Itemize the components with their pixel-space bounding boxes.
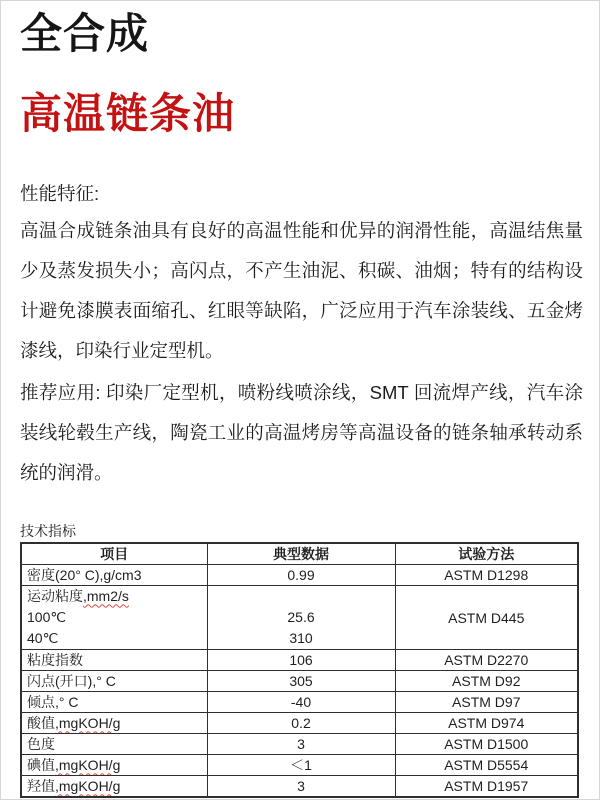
viscosity-40c-value: 310 [289,630,313,647]
spec-item-cell: 倾点,° C [21,692,207,713]
spec-table [20,542,579,798]
spec-item-cell: 密度(20° C),g/cm3 [21,565,207,586]
spec-method-cell: ASTM D2270 [395,650,578,671]
viscosity-40c-label: 40℃ [27,630,59,647]
spellcheck-underline: ,mgKOH/g [55,715,121,732]
spec-item-cell: 粘度指数 [21,650,207,671]
spec-item-cell: 色度 [21,734,207,755]
spec-method-cell: ASTM D974 [395,713,578,734]
header-test-method: 试验方法 [395,543,578,565]
viscosity-100c-value: 25.6 [287,609,315,626]
table-row-density [21,565,578,586]
spec-method-cell: ASTM D97 [395,692,578,713]
product-title-line1: 全合成 [20,10,150,57]
spec-method-cell: ASTM D1298 [395,565,578,586]
product-title-line2: 高温链条油 [20,90,236,138]
spec-value-cell [207,586,395,650]
spec-item-cell: 碘值,mgKOH/g [21,755,207,776]
spec-value-cell: -40 [207,692,395,713]
spec-value-cell: 0.2 [207,713,395,734]
table-row-iodine-value [21,755,578,776]
performance-paragraph: 高温合成链条油具有良好的高温性能和优异的润滑性能，高温结焦量少及蒸发损失小；高闪点，不产生油泥、积碳、油烟；特有的结构设计避免漆膜表面缩孔、红眼等缺陷，广泛应用于汽车涂装线、五金烤漆线，印染行业定型机。 [20,220,583,362]
table-row-pour-point [21,692,578,713]
table-header-row [21,543,578,565]
spec-value-cell: 3 [207,776,395,798]
spec-item-cell: 羟值,mgKOH/g [21,776,207,798]
table-row-hydroxyl-value [21,776,578,798]
table-row-viscosity-index [21,650,578,671]
spec-value-cell: 106 [207,650,395,671]
table-row-color [21,734,578,755]
spec-method-cell: ASTM D92 [395,671,578,692]
spec-table-caption: 技术指标 [20,523,76,540]
viscosity-100c-label: 100℃ [27,609,67,626]
spec-value-cell: 305 [207,671,395,692]
header-typical-data: 典型数据 [207,543,395,565]
spec-item-cell: 运动粘度,mm2/s 100℃ 40℃ [21,586,207,650]
spec-method-cell: ASTM D445 [395,586,578,650]
table-row-acid-value [21,713,578,734]
spellcheck-underline: ,mm2/s [83,588,129,605]
header-item: 项目 [21,543,207,565]
spec-item-cell: 闪点(开口),° C [21,671,207,692]
spec-method-cell: ASTM D5554 [395,755,578,776]
spec-item-cell: 酸值,mgKOH/g [21,713,207,734]
table-row-viscosity [21,586,578,650]
table-row-flash-point [21,671,578,692]
spec-method-cell: ASTM D1500 [395,734,578,755]
spec-value-cell: 3 [207,734,395,755]
spec-value-cell: 0.99 [207,565,395,586]
spec-value-cell: ＜1 [207,755,395,776]
spellcheck-underline: ,mgKOH/g [55,757,121,774]
recommended-use-paragraph: 推荐应用: 印染厂定型机，喷粉线喷涂线，SMT 回流焊产线，汽车涂装线轮毂生产线，陶瓷工业的高温烤房等高温设备的链条轴承转动系统的润滑。 [20,382,583,484]
section-heading-performance: 性能特征: [20,183,100,205]
spellcheck-underline: ,mgKOH/g [55,778,121,795]
spec-method-cell: ASTM D1957 [395,776,578,798]
